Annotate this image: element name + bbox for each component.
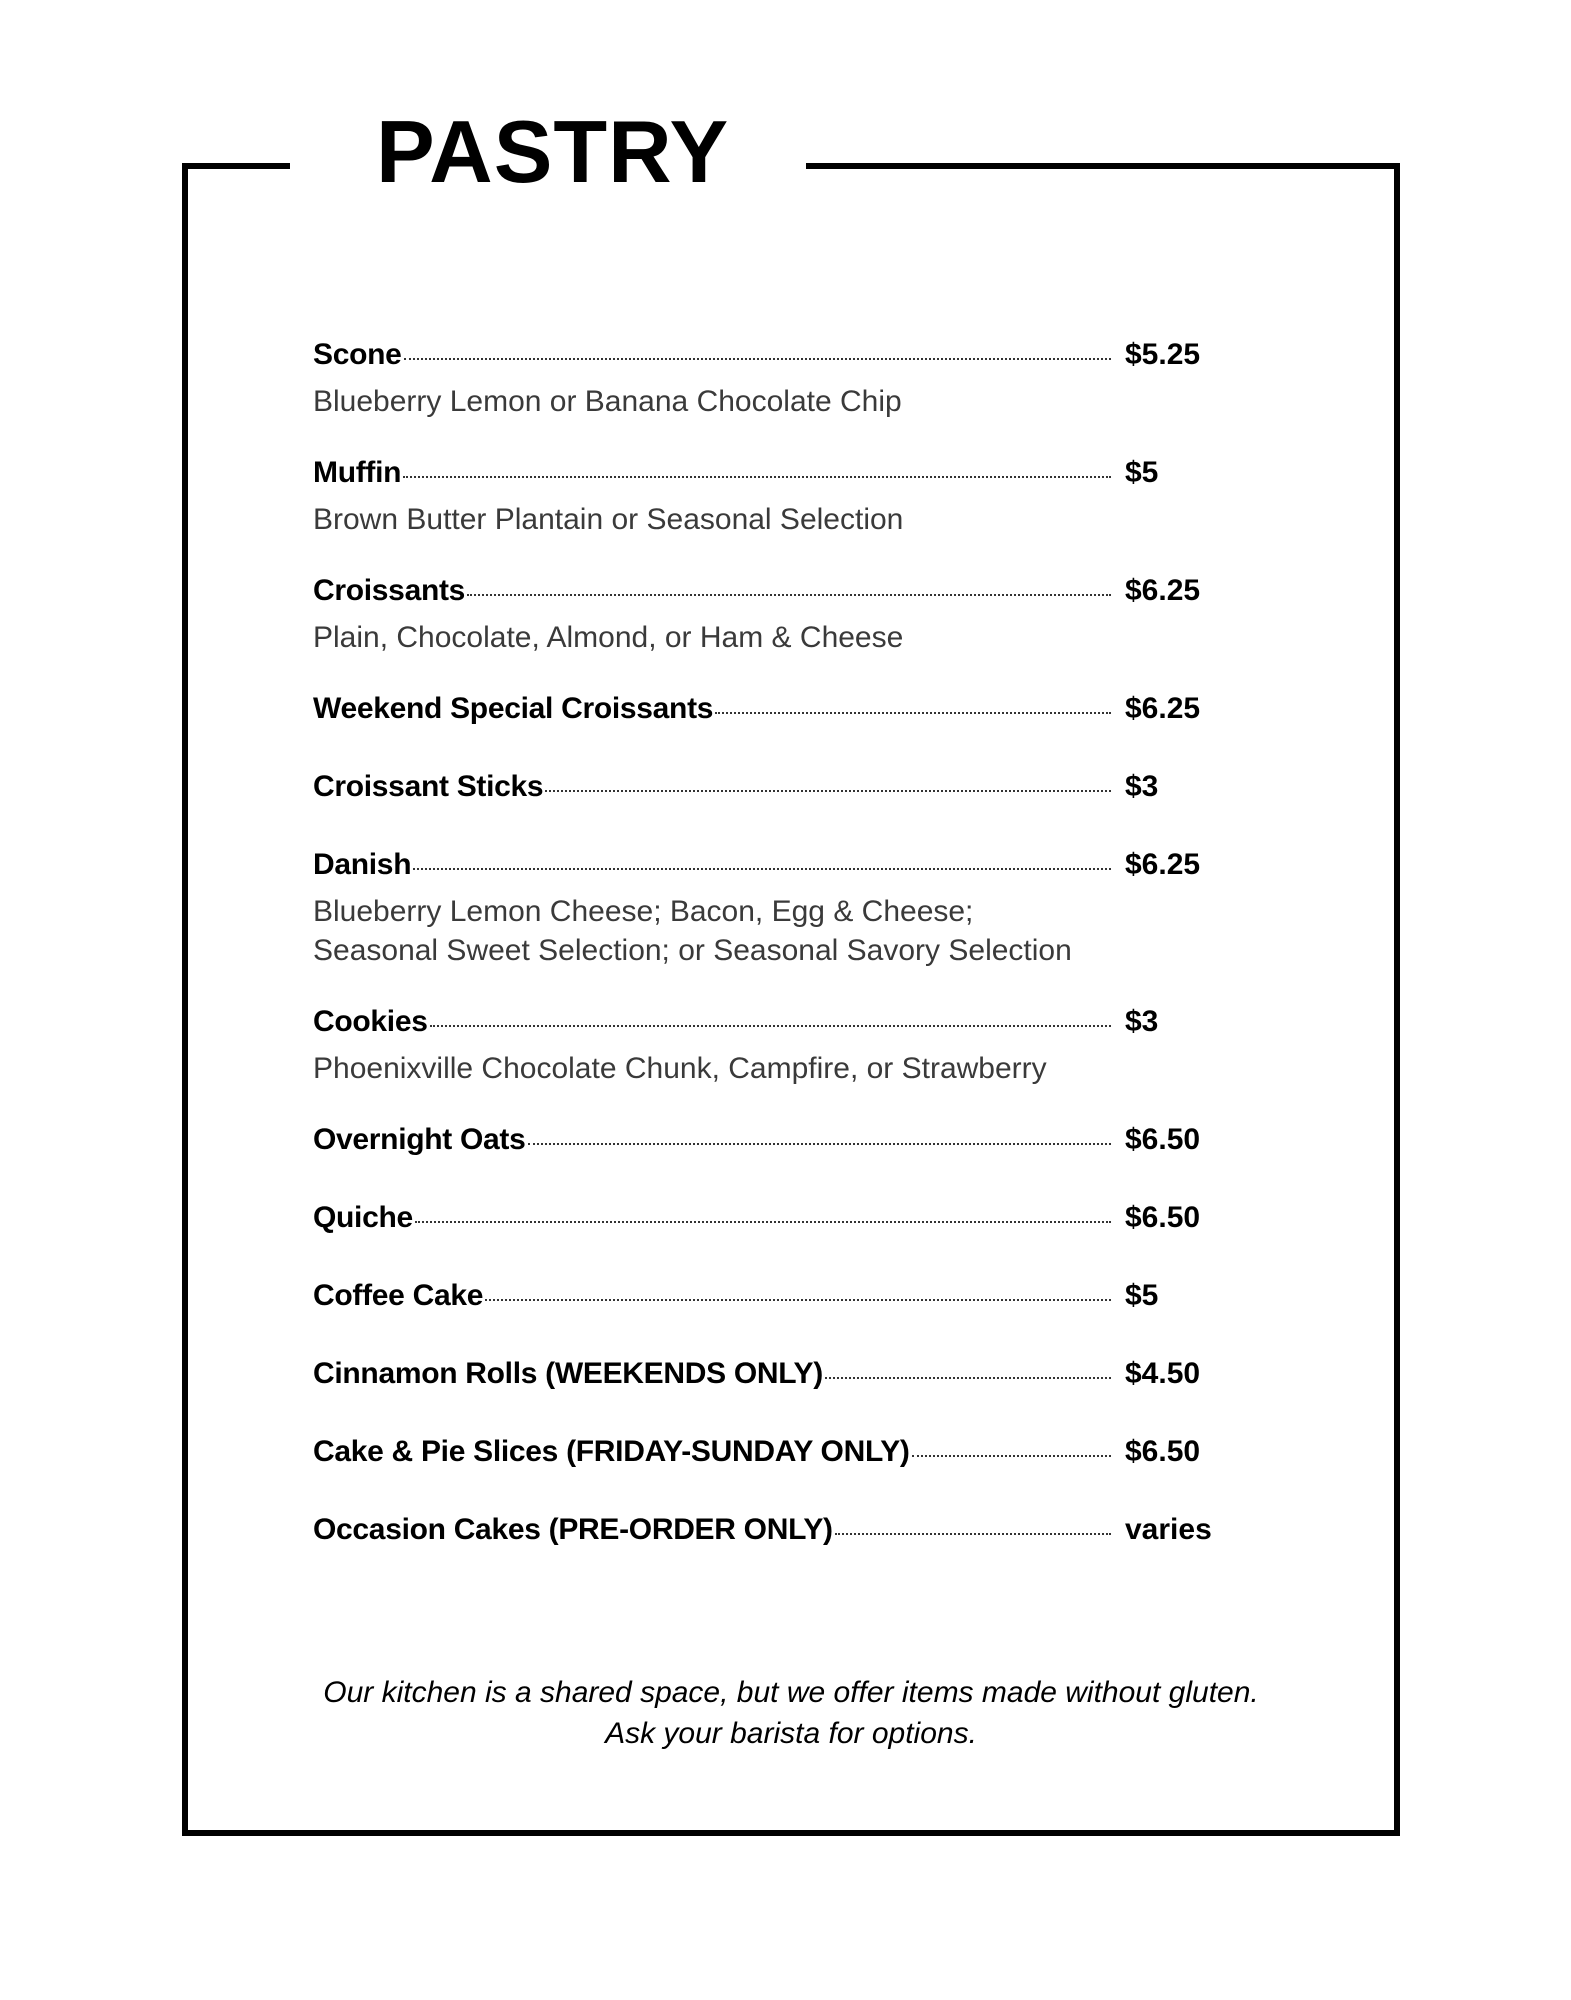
menu-item: [313, 1005, 1233, 1088]
menu-item-name: Danish: [313, 848, 412, 881]
dot-leader: [835, 1533, 1111, 1535]
menu-item-description: Plain, Chocolate, Almond, or Ham & Cheese: [313, 621, 904, 654]
menu-item: [313, 1357, 1233, 1401]
menu-item-description: Brown Butter Plantain or Seasonal Selection: [313, 503, 904, 536]
menu-item-row: [313, 848, 1233, 892]
menu-item-name: Croissant Sticks: [313, 770, 544, 803]
menu-item-row: [313, 692, 1233, 736]
menu-item-price: $6.25: [1125, 692, 1201, 725]
menu-item-description: Blueberry Lemon Cheese; Bacon, Egg & Cheese;: [313, 895, 974, 928]
allergen-note-line-2: Ask your barista for options.: [605, 1717, 977, 1750]
allergen-note: [182, 1672, 1400, 1754]
menu-item-price: $6.50: [1125, 1123, 1201, 1156]
menu-item-row: [313, 1201, 1233, 1245]
menu-item: [313, 574, 1233, 657]
menu-item: [313, 848, 1233, 970]
menu-item-description: Seasonal Sweet Selection; or Seasonal Savory Selection: [313, 934, 1072, 967]
menu-item-name: Cake & Pie Slices (FRIDAY-SUNDAY ONLY): [313, 1435, 910, 1468]
menu-item-price: $3: [1125, 1005, 1159, 1038]
menu-item-name: Scone: [313, 338, 402, 371]
menu-item: [313, 1513, 1233, 1557]
menu-item-row: [313, 1005, 1233, 1049]
dot-leader: [528, 1143, 1111, 1145]
allergen-note-line-1: Our kitchen is a shared space, but we offer items made without gluten.: [323, 1676, 1259, 1709]
menu-item-price: $4.50: [1125, 1357, 1201, 1390]
menu-list: [313, 338, 1233, 1591]
page-title: PASTRY: [376, 102, 730, 201]
menu-item-price: $6.25: [1125, 848, 1201, 881]
menu-item-row: [313, 1357, 1233, 1401]
menu-item-description: Blueberry Lemon or Banana Chocolate Chip: [313, 385, 902, 418]
menu-item-price: $5.25: [1125, 338, 1201, 371]
menu-item-price: varies: [1125, 1513, 1212, 1546]
menu-item-name: Overnight Oats: [313, 1123, 526, 1156]
dot-leader: [430, 1025, 1111, 1027]
dot-leader: [485, 1299, 1111, 1301]
dot-leader: [404, 358, 1111, 360]
menu-item: [313, 1435, 1233, 1479]
menu-item-price: $6.50: [1125, 1201, 1201, 1234]
menu-item-name: Quiche: [313, 1201, 413, 1234]
menu-item-name: Weekend Special Croissants: [313, 692, 714, 725]
menu-item-row: [313, 338, 1233, 382]
menu-item-price: $6.25: [1125, 574, 1201, 607]
menu-item-price: $5: [1125, 1279, 1159, 1312]
menu-item-price: $6.50: [1125, 1435, 1201, 1468]
dot-leader: [912, 1455, 1111, 1457]
dot-leader: [467, 594, 1111, 596]
menu-item-description: Phoenixville Chocolate Chunk, Campfire, or Strawberry: [313, 1052, 1047, 1085]
menu-item-name: Cinnamon Rolls (WEEKENDS ONLY): [313, 1357, 823, 1390]
menu-item: [313, 692, 1233, 736]
menu-item-row: [313, 456, 1233, 500]
menu-item-name: Croissants: [313, 574, 466, 607]
menu-item-row: [313, 574, 1233, 618]
menu-item: [313, 1123, 1233, 1167]
menu-item-row: [313, 1435, 1233, 1479]
dot-leader: [403, 476, 1111, 478]
dot-leader: [825, 1377, 1111, 1379]
menu-item: [313, 456, 1233, 539]
menu-item: [313, 338, 1233, 421]
menu-item-row: [313, 1513, 1233, 1557]
menu-item-name: Coffee Cake: [313, 1279, 484, 1312]
dot-leader: [413, 868, 1111, 870]
menu-item-name: Muffin: [313, 456, 402, 489]
menu-item-row: [313, 1123, 1233, 1167]
menu-item-row: [313, 1279, 1233, 1323]
menu-item: [313, 1201, 1233, 1245]
menu-item-row: [313, 770, 1233, 814]
menu-item-price: $5: [1125, 456, 1159, 489]
dot-leader: [545, 790, 1111, 792]
menu-item-name: Cookies: [313, 1005, 428, 1038]
menu-item: [313, 770, 1233, 814]
menu-item-name: Occasion Cakes (PRE-ORDER ONLY): [313, 1513, 833, 1546]
menu-item-price: $3: [1125, 770, 1159, 803]
dot-leader: [715, 712, 1111, 714]
dot-leader: [415, 1221, 1111, 1223]
menu-item: [313, 1279, 1233, 1323]
